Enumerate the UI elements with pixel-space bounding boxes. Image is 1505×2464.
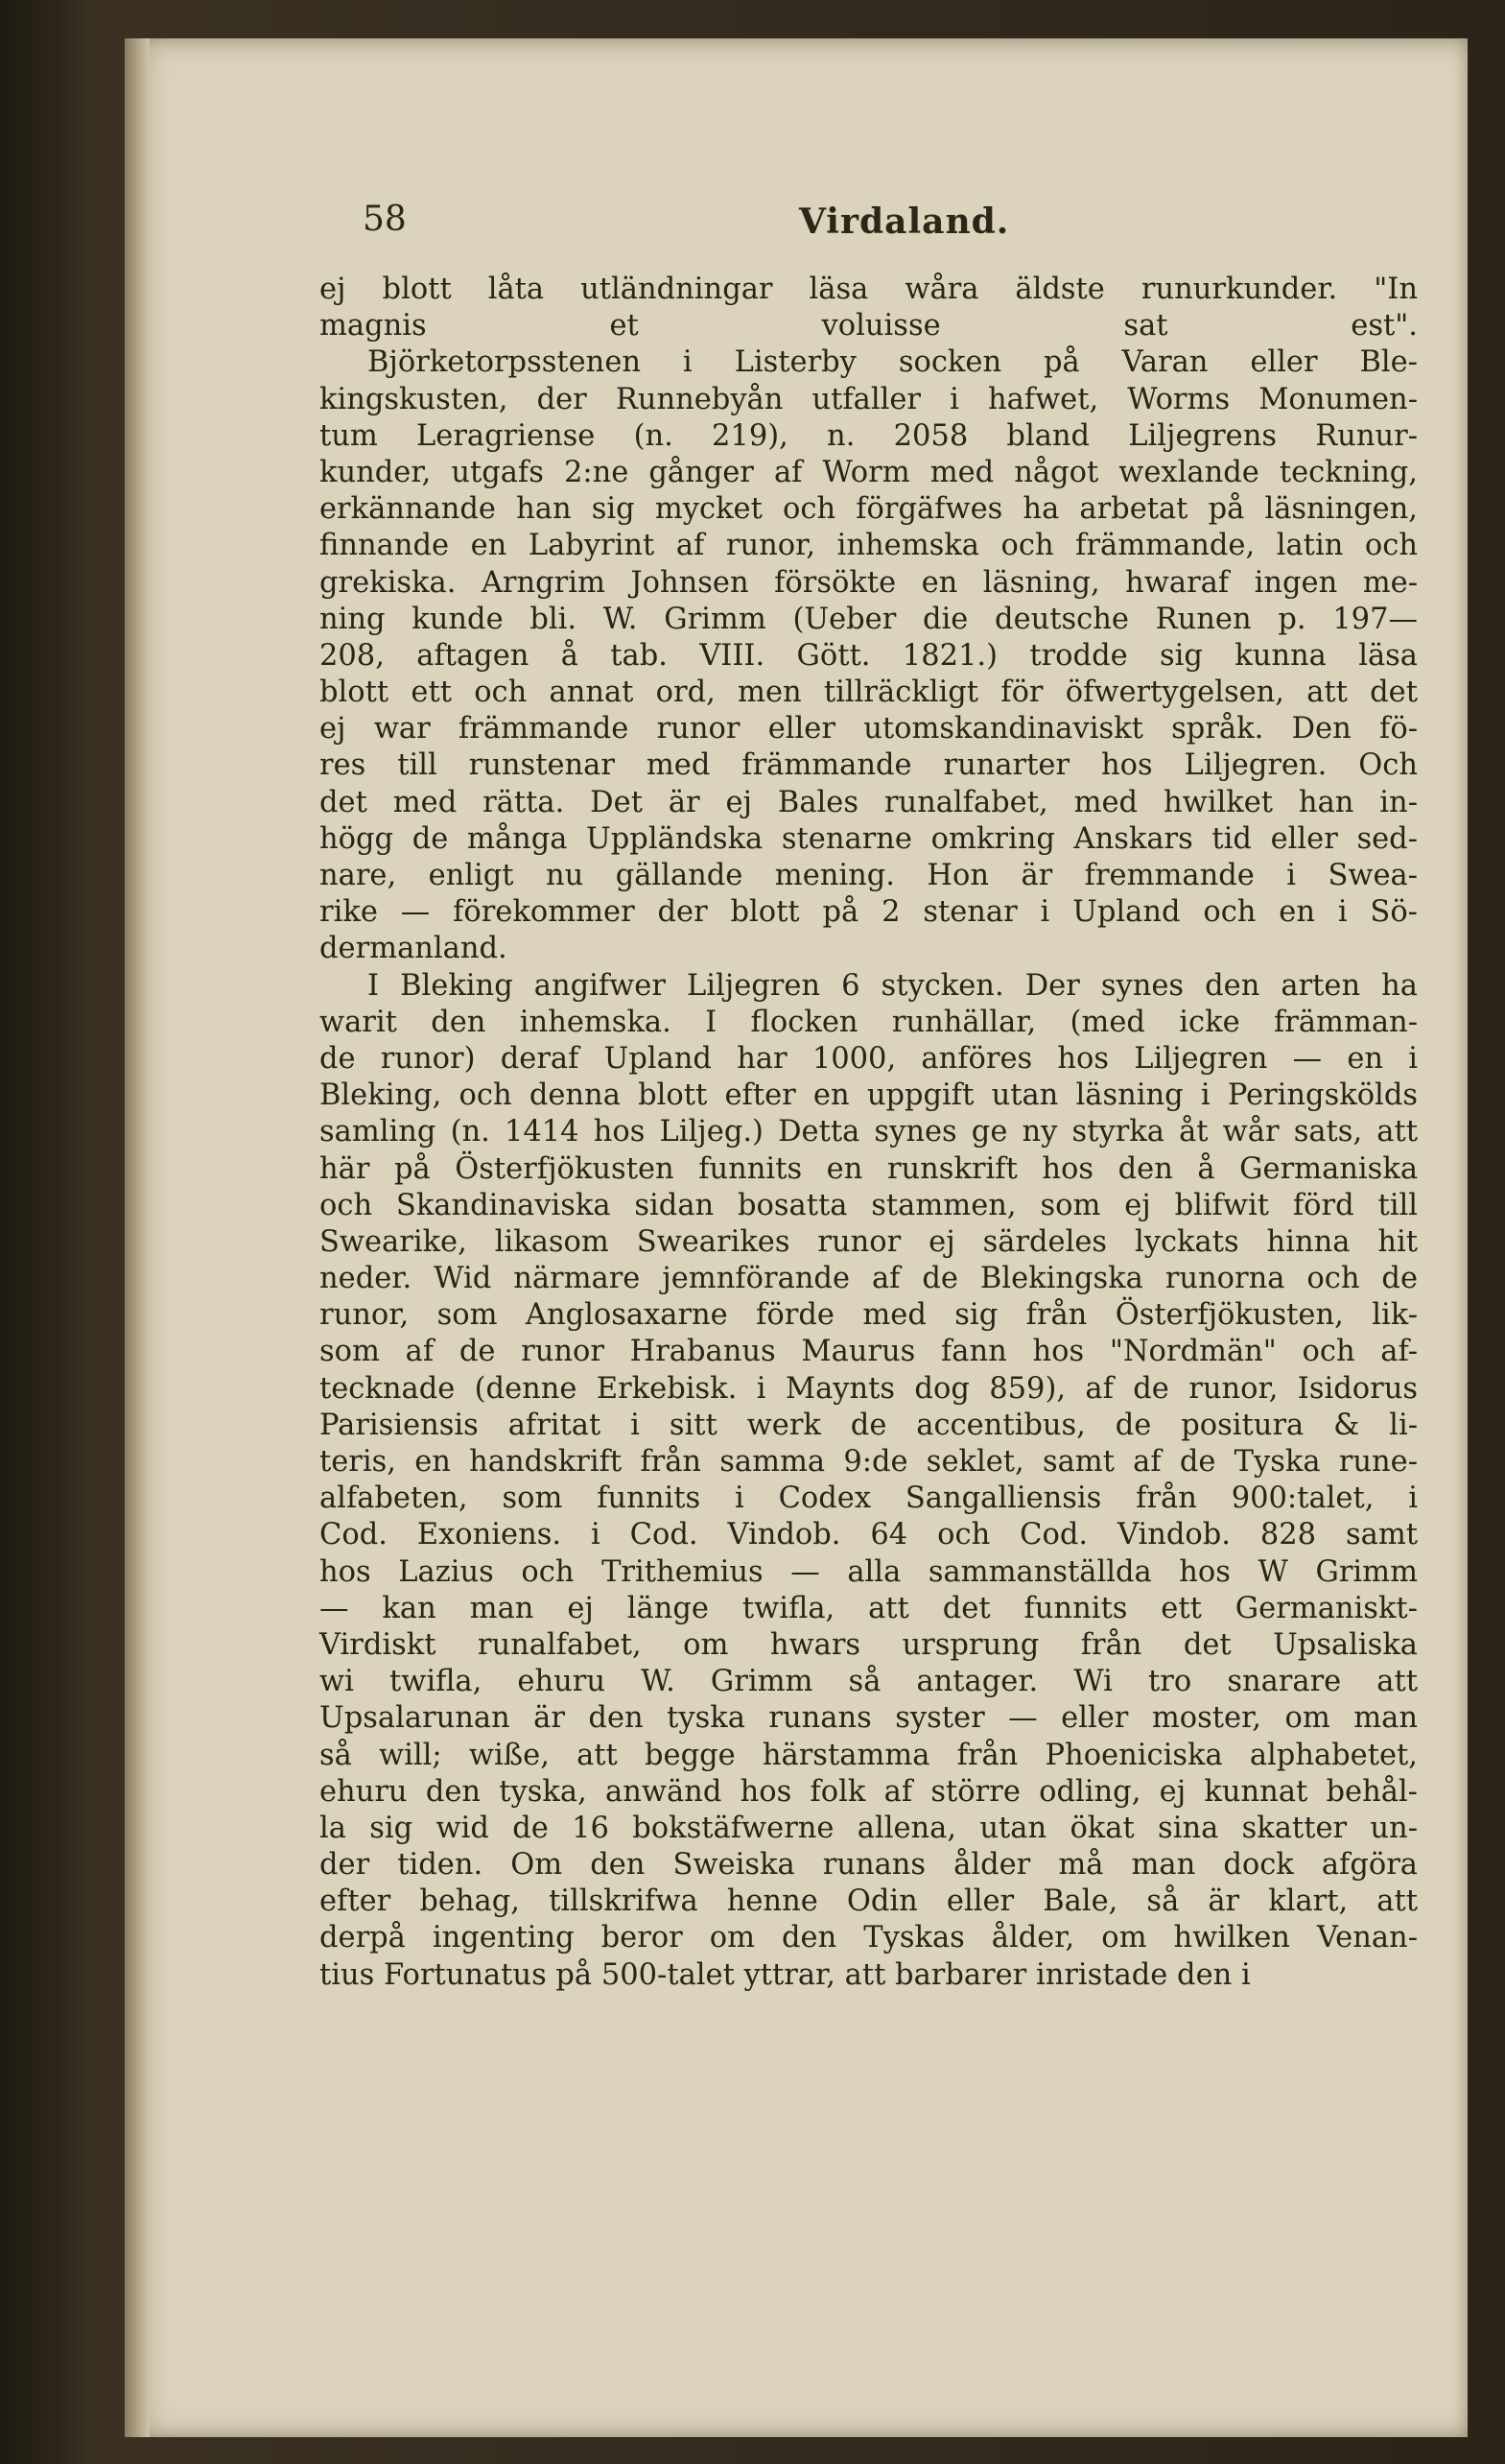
text-line: ning kunde bli. W. Grimm (Ueber die deutsche Runen p. 197— [319, 602, 1418, 636]
text-line: Björketorpsstenen i Listerby socken på Varan eller Ble- [367, 345, 1418, 380]
text-line: erkännande han sig mycket och förgäfwes ha arbetat på läsningen, [319, 492, 1418, 527]
text-line: Parisiensis afritat i sitt werk de accentibus, de positura & li- [319, 1408, 1418, 1442]
text-line: neder. Wid närmare jemnförande af de Blekingska runorna och de [319, 1262, 1418, 1296]
text-line: hos Lazius och Trithemius — alla sammanställda hos W Grimm [319, 1554, 1418, 1589]
text-line: ej war främmande runor eller utomskandinaviskt språk. Den fö- [319, 712, 1418, 746]
text-line: Bleking, och denna blott efter en uppgift utan läsning i Peringskölds [319, 1078, 1418, 1113]
text-line: blott ett och annat ord, men tillräckligt för öfwertygelsen, att det [319, 675, 1418, 710]
text-line: kunder, utgafs 2:ne gånger af Worm med något wexlande teckning, [319, 455, 1418, 489]
page-header [363, 200, 1408, 257]
text-line: warit den inhemska. I flocken runhällar, (med icke främman- [319, 1005, 1418, 1039]
text-line: runor, som Anglosaxarne förde med sig från Österfjökusten, lik- [319, 1298, 1418, 1333]
text-line: — kan man ej länge twifla, att det funnits ett Germaniskt- [319, 1591, 1418, 1625]
text-line: kingskusten, der Runnebyån utfaller i hafwet, Worms Monumen- [319, 382, 1418, 416]
text-line: magnis et voluisse sat est". [319, 309, 1418, 344]
text-line: Cod. Exoniens. i Cod. Vindob. 64 och Cod. Vindob. 828 samt [319, 1518, 1418, 1552]
text-line: det med rätta. Det är ej Bales runalfabet, med hwilket han in- [319, 785, 1418, 819]
text-line: högg de många Uppländska stenarne omkring Anskars tid eller sed- [319, 821, 1418, 856]
text-line: som af de runor Hrabanus Maurus fann hos "Nordmän" och af- [319, 1335, 1418, 1369]
text-line: ehuru den tyska, anwänd hos folk af större odling, ej kunnat behål- [319, 1774, 1418, 1809]
text-line: så will; wiße, att begge härstamma från Phoeniciska alphabetet, [319, 1738, 1418, 1772]
text-line: Virdiskt runalfabet, om hwars ursprung från det Upsaliska [319, 1627, 1418, 1662]
text-line: alfabeten, som funnits i Codex Sangalliensis från 900:talet, i [319, 1481, 1418, 1516]
text-line: derpå ingenting beror om den Tyskas ålder, om hwilken Venan- [319, 1921, 1418, 1955]
text-line: samling (n. 1414 hos Liljeg.) Detta synes ge ny styrka åt wår sats, att [319, 1115, 1418, 1149]
text-line: wi twifla, ehuru W. Grimm så antager. Wi tro snarare att [319, 1665, 1418, 1699]
text-line: I Bleking angifwer Liljegren 6 stycken. Der synes den arten ha [367, 968, 1418, 1003]
text-line: 208, aftagen å tab. VIII. Gött. 1821.) trodde sig kunna läsa [319, 638, 1418, 673]
text-line: och Skandinaviska sidan bosatta stammen, som ej blifwit förd till [319, 1188, 1418, 1222]
text-line: grekiska. Arngrim Johnsen försökte en läsning, hwaraf ingen me- [319, 565, 1418, 600]
text-line: tecknade (denne Erkebisk. i Maynts dog 859), af de runor, Isidorus [319, 1371, 1418, 1406]
text-line: res till runstenar med främmande runarter hos Liljegren. Och [319, 748, 1418, 783]
running-title: Virdaland. [799, 201, 1010, 242]
text-line: der tiden. Om den Sweiska runans ålder må man dock afgöra [319, 1848, 1418, 1883]
text-line: teris, en handskrift från samma 9:de seklet, samt af de Tyska rune- [319, 1445, 1418, 1479]
body-text [319, 272, 1418, 1994]
text-line: ej blott låta utländningar läsa wåra äldste runurkunder. "In [319, 272, 1418, 306]
page-number: 58 [363, 200, 407, 239]
text-line: Swearike, likasom Swearikes runor ej särdeles lyckats hinna hit [319, 1224, 1418, 1259]
text-line: rike — förekommer der blott på 2 stenar i Upland och en i Sö- [319, 895, 1418, 930]
page-gutter [125, 38, 150, 2437]
text-line: efter behag, tillskrifwa henne Odin eller Bale, så är klart, att [319, 1884, 1418, 1919]
text-line: la sig wid de 16 bokstäfwerne allena, utan ökat sina skatter un- [319, 1811, 1418, 1845]
text-line: de runor) deraf Upland har 1000, anföres hos Liljegren — en i [319, 1041, 1418, 1076]
text-line: tius Fortunatus på 500-talet yttrar, att barbarer inristade den i [319, 1957, 1251, 1992]
text-line: nare, enligt nu gällande mening. Hon är fremmande i Swea- [319, 859, 1418, 892]
text-line: här på Österfjökusten funnits en runskrift hos den å Germaniska [319, 1151, 1418, 1186]
text-line: finnande en Labyrint af runor, inhemska och främmande, latin och [319, 529, 1418, 563]
text-line: tum Leragriense (n. 219), n. 2058 bland Liljegrens Runur- [319, 418, 1418, 453]
text-line: dermanland. [319, 932, 507, 966]
text-line: Upsalarunan är den tyska runans syster — eller moster, om man [319, 1701, 1418, 1736]
